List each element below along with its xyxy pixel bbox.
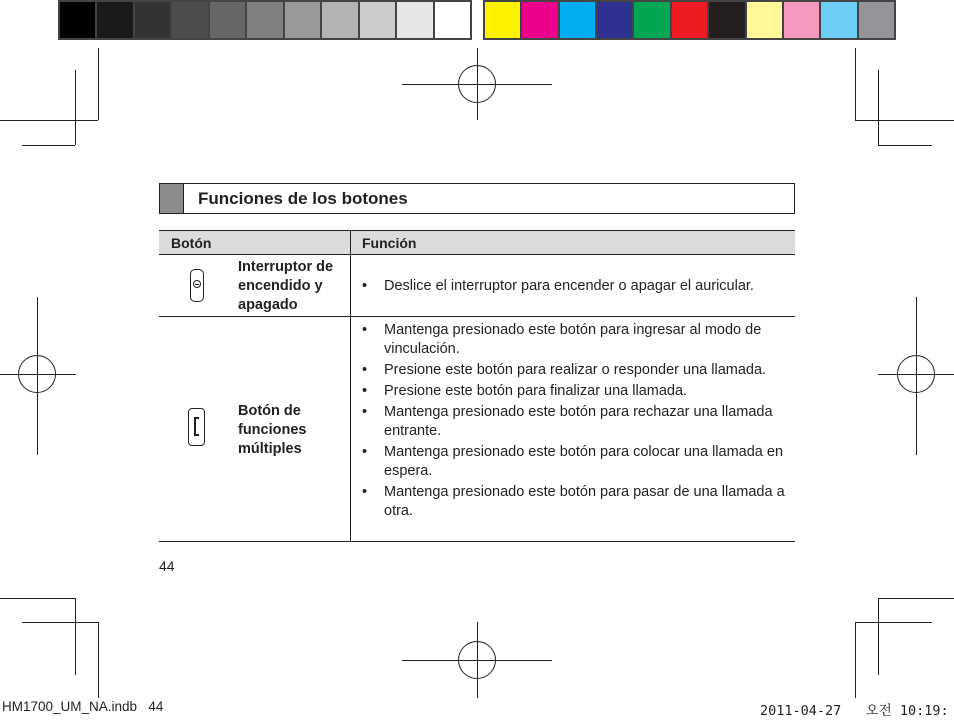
color-swatch	[709, 2, 744, 38]
crop-mark	[0, 120, 98, 121]
function-item: • Presione este botón para finalizar una llamada.	[362, 382, 790, 401]
crop-mark	[878, 598, 879, 675]
gray-swatch	[435, 2, 470, 38]
function-item: • Mantenga presionado este botón para pasar de una llamada a otra.	[362, 483, 790, 521]
crop-mark	[75, 70, 76, 145]
header-button-column: Botón	[171, 235, 212, 251]
gray-swatch	[360, 2, 395, 38]
power-switch-icon	[190, 269, 204, 302]
function-list-power	[362, 277, 790, 298]
function-item: • Mantenga presionado este botón para colocar una llamada en espera.	[362, 443, 790, 481]
color-swatch	[634, 2, 669, 38]
function-item: • Mantenga presionado este botón para rechazar una llamada entrante.	[362, 403, 790, 441]
footer-file-info: HM1700_UM_NA.indb 44	[2, 699, 164, 714]
crop-mark	[855, 120, 954, 121]
crop-mark	[855, 48, 856, 120]
button-label-multifunction: Botón de funciones múltiples	[238, 403, 307, 457]
column-divider	[350, 230, 351, 542]
registration-mark	[916, 297, 917, 455]
registration-mark	[0, 374, 76, 375]
color-swatch	[485, 2, 520, 38]
color-swatch	[560, 2, 595, 38]
crop-mark	[878, 145, 932, 146]
function-item: • Deslice el interruptor para encender o apagar el auricular.	[362, 277, 790, 296]
color-swatch	[672, 2, 707, 38]
crop-mark	[0, 598, 75, 599]
color-swatch	[522, 2, 557, 38]
gray-swatch	[285, 2, 320, 38]
crop-mark	[878, 598, 954, 599]
section-header	[159, 183, 795, 214]
header-function-column: Función	[362, 235, 417, 251]
registration-mark	[477, 48, 478, 120]
row-divider	[159, 316, 795, 317]
page-number: 44	[159, 558, 175, 574]
crop-mark	[22, 145, 75, 146]
gray-swatch	[210, 2, 245, 38]
section-title: Funciones de los botones	[198, 188, 408, 208]
crop-mark	[855, 622, 856, 698]
gray-swatch	[247, 2, 282, 38]
crop-mark	[22, 622, 98, 623]
multifunction-button-icon	[188, 408, 205, 446]
section-marker	[160, 184, 184, 213]
gray-swatch	[322, 2, 357, 38]
gray-swatch	[97, 2, 132, 38]
crop-mark	[98, 48, 99, 120]
color-swatch	[821, 2, 856, 38]
crop-mark	[878, 70, 879, 145]
color-swatch	[597, 2, 632, 38]
color-swatch	[859, 2, 894, 38]
registration-mark	[477, 622, 478, 698]
footer-timestamp: 2011-04-27 오전 10:19:	[760, 703, 949, 719]
cmyk-color-bar	[483, 0, 896, 40]
gray-swatch	[135, 2, 170, 38]
button-label-power: Interruptor de encendido y apagado	[238, 259, 334, 313]
color-swatch	[747, 2, 782, 38]
table-bottom-border	[159, 541, 795, 542]
crop-mark	[98, 622, 99, 698]
crop-mark	[75, 598, 76, 675]
function-list-multifunction	[362, 321, 790, 523]
gray-swatch	[60, 2, 95, 38]
crop-mark	[855, 622, 932, 623]
function-item: • Mantenga presionado este botón para ingresar al modo de vinculación.	[362, 321, 790, 359]
grayscale-color-bar	[58, 0, 472, 40]
gray-swatch	[397, 2, 432, 38]
color-swatch	[784, 2, 819, 38]
registration-mark	[37, 297, 38, 455]
gray-swatch	[172, 2, 207, 38]
function-item: • Presione este botón para realizar o responder una llamada.	[362, 361, 790, 380]
table-header	[159, 230, 795, 255]
